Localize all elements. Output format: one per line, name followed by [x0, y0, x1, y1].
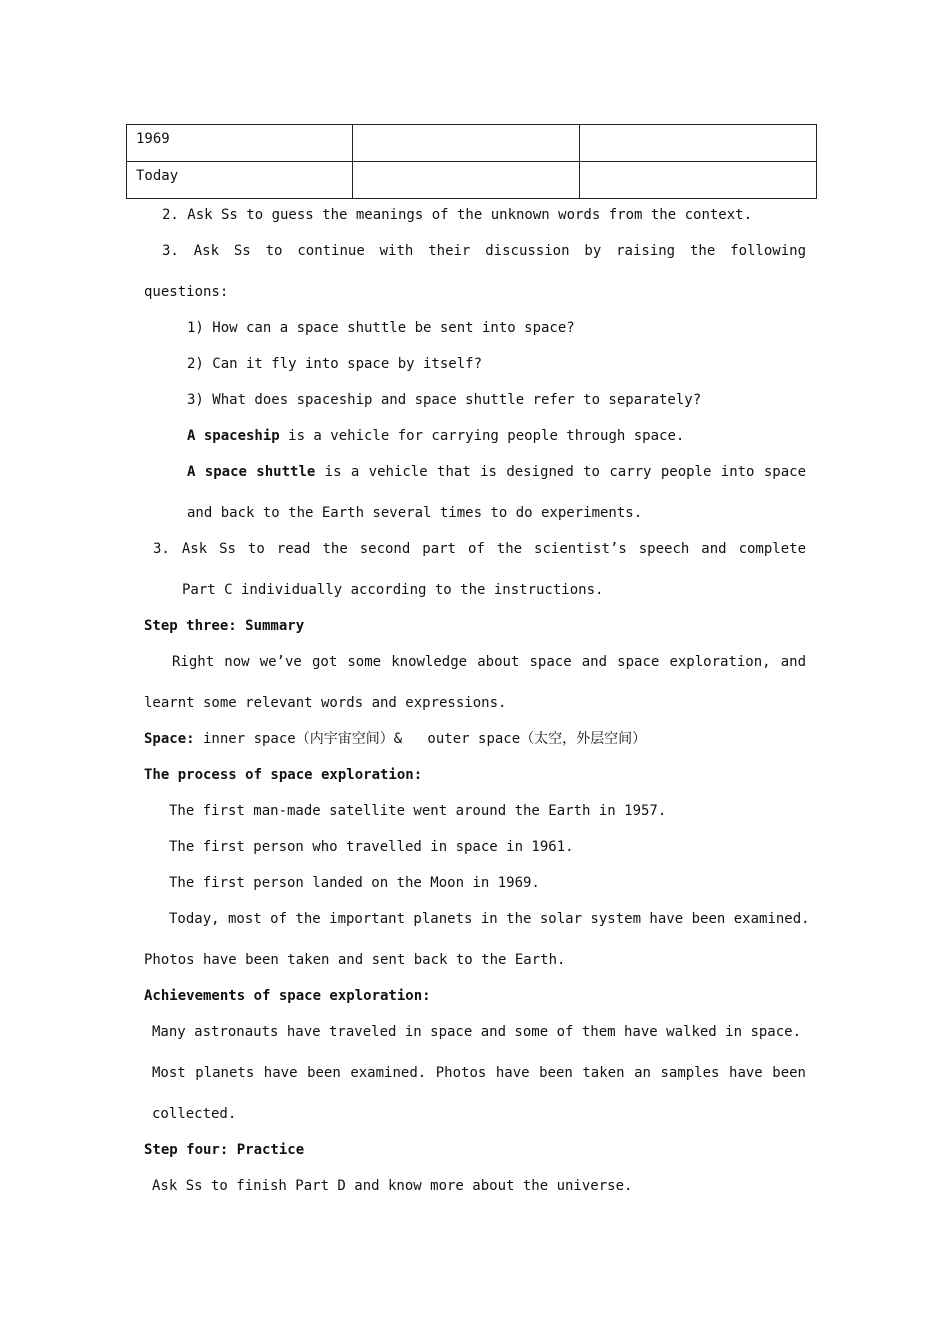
practice-text: Ask Ss to finish Part D and know more about the universe.	[152, 1178, 633, 1194]
process-item-1961: The first person who travelled in space in 1961.	[169, 839, 574, 855]
definition-space-shuttle-continued: and back to the Earth several times to do experiments.	[187, 505, 643, 521]
section-heading-summary: Step three: Summary	[144, 618, 305, 634]
table-row	[127, 162, 817, 199]
question-2: 2) Can it fly into space by itself?	[187, 356, 483, 372]
step-item-3b-continued: Part C individually according to the instructions.	[182, 582, 604, 598]
section-heading-process: The process of space exploration:	[144, 767, 423, 783]
space-definition	[144, 730, 646, 748]
table-cell	[353, 162, 580, 199]
table-cell	[353, 125, 580, 162]
summary-paragraph-continued: learnt some relevant words and expressions.	[144, 695, 507, 711]
step-item-2: 2. Ask Ss to guess the meanings of the unknown words from the context.	[162, 207, 753, 223]
table-cell-year: 1969	[127, 125, 353, 162]
achievement-line-3: collected.	[152, 1106, 237, 1122]
step-item-3: 3. Ask Ss to continue with their discussion by raising the following	[162, 243, 806, 259]
step-item-3b: 3. Ask Ss to read the second part of the scientist’s speech and complete	[153, 541, 806, 557]
summary-paragraph: Right now we’ve got some knowledge about space and space exploration, and	[172, 654, 806, 670]
definition-space-shuttle	[187, 463, 806, 481]
step-item-3-continued: questions:	[144, 284, 229, 300]
section-heading-practice: Step four: Practice	[144, 1142, 305, 1158]
definition-term: A spaceship	[187, 428, 280, 444]
definition-spaceship	[187, 427, 684, 445]
process-item-today: Today, most of the important planets in the solar system have been examined.	[169, 911, 810, 927]
space-text: inner space（内宇宙空间）& outer space（太空，外层空间）	[194, 731, 647, 747]
process-item-today-continued: Photos have been taken and sent back to the Earth.	[144, 952, 566, 968]
achievement-line-1: Many astronauts have traveled in space and some of them have walked in space.	[152, 1024, 802, 1040]
table-cell-year: Today	[127, 162, 353, 199]
achievement-line-2: Most planets have been examined. Photos have been taken an samples have been	[152, 1065, 806, 1081]
question-3: 3) What does spaceship and space shuttle refer to separately?	[187, 392, 702, 408]
definition-term: A space shuttle	[187, 464, 316, 480]
section-heading-achievements: Achievements of space exploration:	[144, 988, 431, 1004]
definition-text: is a vehicle that is designed to carry people into space	[315, 464, 806, 480]
process-item-1969: The first person landed on the Moon in 1969.	[169, 875, 540, 891]
timeline-table	[126, 124, 817, 199]
question-1: 1) How can a space shuttle be sent into space?	[187, 320, 575, 336]
definition-text: is a vehicle for carrying people through space.	[279, 428, 685, 444]
table-cell	[580, 125, 817, 162]
space-label: Space:	[144, 731, 195, 747]
table-cell	[580, 162, 817, 199]
table-row	[127, 125, 817, 162]
process-item-1957: The first man-made satellite went around the Earth in 1957.	[169, 803, 667, 819]
